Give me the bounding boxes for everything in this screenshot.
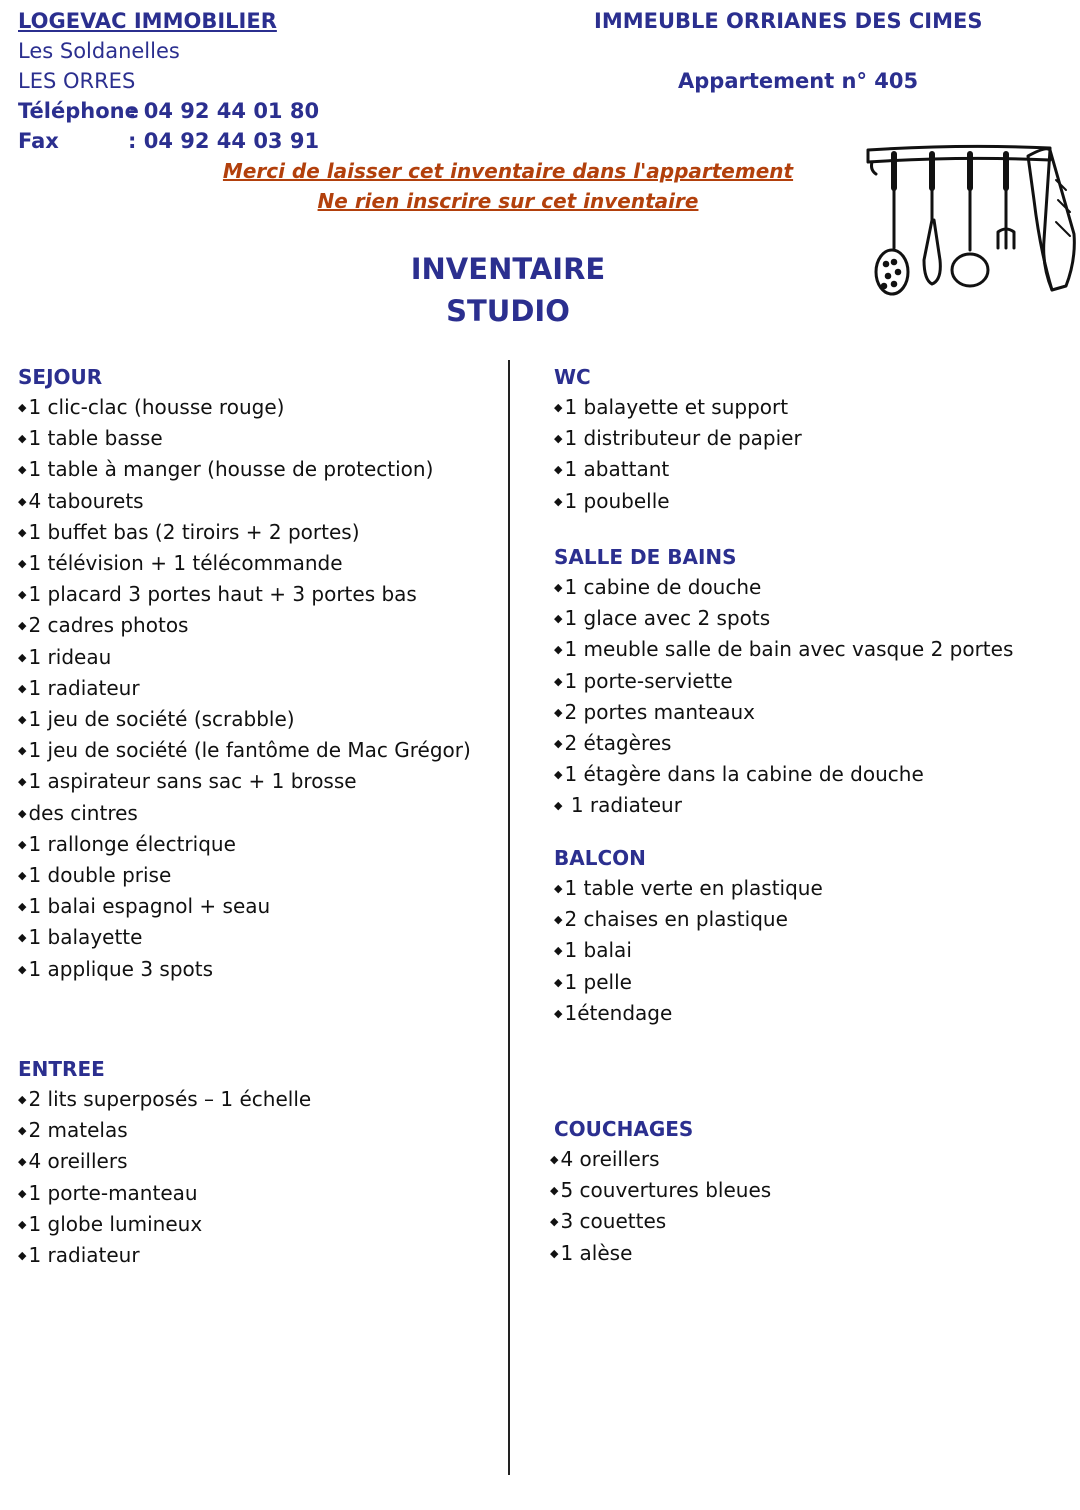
section-balcon bbox=[554, 843, 823, 1029]
list-item: ◆ 1 balayette et support bbox=[554, 392, 802, 423]
list-item: ◆ 1 buffet bas (2 tiroirs + 2 portes) bbox=[18, 517, 471, 548]
section-title: WC bbox=[554, 365, 591, 389]
list-item: ◆ 4 oreillers bbox=[550, 1144, 771, 1175]
notice-do-not-write: Ne rien inscrire sur cet inventaire bbox=[317, 189, 699, 213]
section-entree bbox=[18, 1054, 311, 1271]
list-item: ◆ 1 rideau bbox=[18, 642, 471, 673]
agency-name: LOGEVAC IMMOBILIER bbox=[18, 9, 277, 33]
list-item: ◆ 1 balayette bbox=[18, 922, 471, 953]
list-item: ◆ 1 balai espagnol + seau bbox=[18, 891, 471, 922]
agency-address-line1: Les Soldanelles bbox=[18, 39, 180, 63]
list-item: ◆ 1 clic-clac (housse rouge) bbox=[18, 392, 471, 423]
list-item: ◆ 3 couettes bbox=[550, 1206, 771, 1237]
list-item: ◆ 1 applique 3 spots bbox=[18, 954, 471, 985]
section-sejour bbox=[18, 362, 471, 985]
list-item: ◆ 1 globe lumineux bbox=[18, 1209, 311, 1240]
fax-label: Fax bbox=[18, 129, 59, 153]
section-salle-de-bains bbox=[554, 542, 1013, 822]
list-item: ◆ 1étendage bbox=[554, 998, 823, 1029]
list-item: ◆ 1 radiateur bbox=[18, 673, 471, 704]
section-title: SALLE DE BAINS bbox=[554, 545, 737, 569]
list-item: ◆ 1 aspirateur sans sac + 1 brosse bbox=[18, 766, 471, 797]
section-title: SEJOUR bbox=[18, 365, 103, 389]
list-item: ◆ 2 étagères bbox=[554, 728, 1013, 759]
fax-number: : 04 92 44 03 91 bbox=[128, 129, 320, 153]
list-item: ◆ 1 pelle bbox=[554, 967, 823, 998]
apartment-number: Appartement n° 405 bbox=[678, 69, 919, 93]
list-item: ◆ 1 table basse bbox=[18, 423, 471, 454]
list-item: ◆ 2 lits superposés – 1 échelle bbox=[18, 1084, 311, 1115]
page-title: INVENTAIRE bbox=[410, 252, 606, 286]
list-item: ◆ 1 radiateur bbox=[554, 790, 1013, 821]
phone-number: : 04 92 44 01 80 bbox=[128, 99, 320, 123]
list-item: ◆ 1 balai bbox=[554, 935, 823, 966]
section-title: COUCHAGES bbox=[554, 1117, 694, 1141]
building-name: IMMEUBLE ORRIANES DES CIMES bbox=[594, 9, 983, 33]
list-item: ◆ 1 placard 3 portes haut + 3 portes bas bbox=[18, 579, 471, 610]
list-item: ◆ 5 couvertures bleues bbox=[550, 1175, 771, 1206]
list-item: ◆ 1 table à manger (housse de protection) bbox=[18, 454, 471, 485]
list-item: ◆ 1 table verte en plastique bbox=[554, 873, 823, 904]
list-item: ◆ 1 double prise bbox=[18, 860, 471, 891]
page-subtitle: STUDIO bbox=[446, 294, 570, 328]
list-item: ◆ 1 meuble salle de bain avec vasque 2 portes bbox=[554, 634, 1013, 665]
phone-label: Téléphone bbox=[18, 99, 139, 123]
list-item: ◆ 4 oreillers bbox=[18, 1146, 311, 1177]
kitchen-utensils-icon bbox=[860, 140, 1080, 304]
section-wc bbox=[554, 362, 802, 517]
list-item: ◆ 1 télévision + 1 télécommande bbox=[18, 548, 471, 579]
list-item: ◆ 1 distributeur de papier bbox=[554, 423, 802, 454]
list-item: ◆ 1 glace avec 2 spots bbox=[554, 603, 1013, 634]
list-item: ◆ 1 jeu de société (le fantôme de Mac Grégor) bbox=[18, 735, 471, 766]
list-item: ◆ 2 cadres photos bbox=[18, 610, 471, 641]
list-item: ◆ 4 tabourets bbox=[18, 486, 471, 517]
list-item: ◆ 1 radiateur bbox=[18, 1240, 311, 1271]
list-item: ◆ 1 cabine de douche bbox=[554, 572, 1013, 603]
list-item: ◆ 1 jeu de société (scrabble) bbox=[18, 704, 471, 735]
notice-leave-inventory: Merci de laisser cet inventaire dans l'appartement bbox=[222, 159, 794, 183]
list-item: ◆ 1 porte-serviette bbox=[554, 666, 1013, 697]
section-couchages bbox=[550, 1114, 771, 1269]
column-divider bbox=[508, 360, 510, 1475]
list-item: ◆ 2 matelas bbox=[18, 1115, 311, 1146]
list-item: ◆ 2 portes manteaux bbox=[554, 697, 1013, 728]
list-item: ◆ 1 rallonge électrique bbox=[18, 829, 471, 860]
section-title: ENTREE bbox=[18, 1057, 105, 1081]
list-item: ◆ 1 abattant bbox=[554, 454, 802, 485]
list-item: ◆ 1 porte-manteau bbox=[18, 1178, 311, 1209]
section-title: BALCON bbox=[554, 846, 646, 870]
list-item: ◆ 1 poubelle bbox=[554, 486, 802, 517]
list-item: ◆ 1 alèse bbox=[550, 1238, 771, 1269]
list-item: ◆ 2 chaises en plastique bbox=[554, 904, 823, 935]
list-item: ◆ 1 étagère dans la cabine de douche bbox=[554, 759, 1013, 790]
agency-address-line2: LES ORRES bbox=[18, 69, 136, 93]
list-item: ◆ des cintres bbox=[18, 798, 471, 829]
